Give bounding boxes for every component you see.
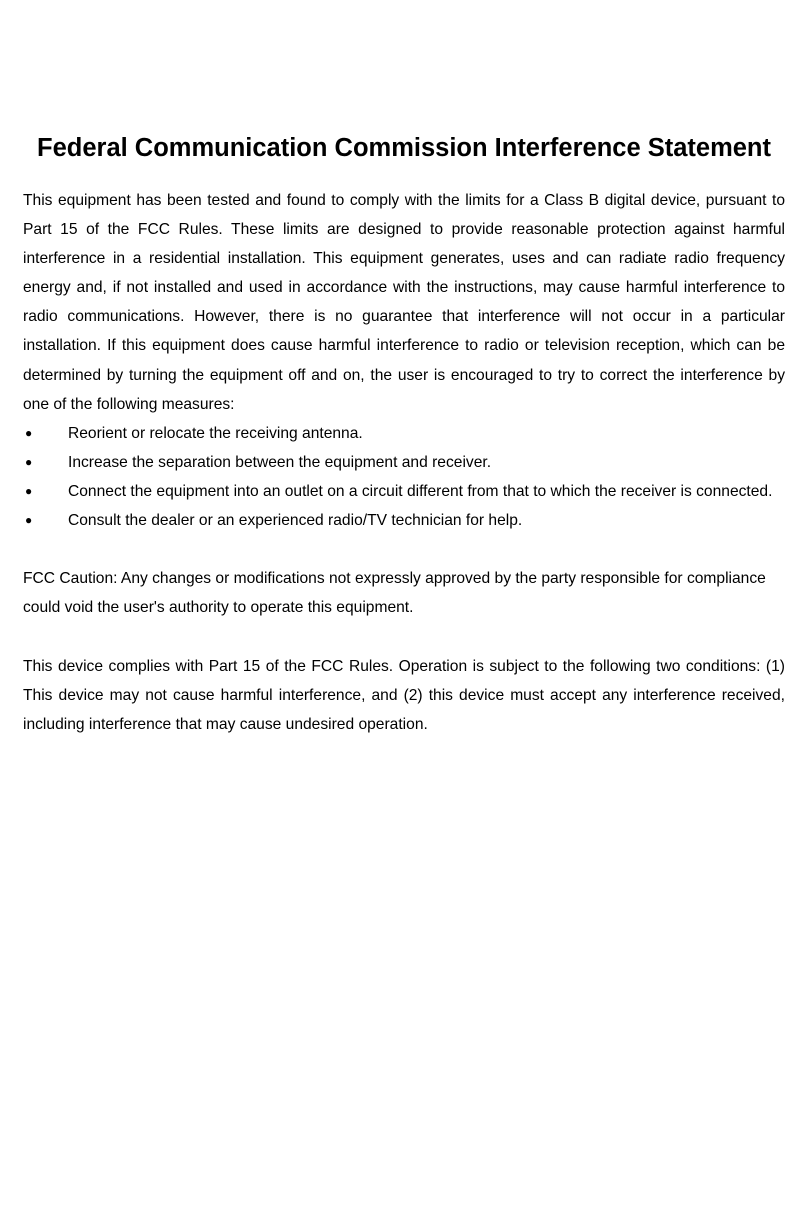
bullet-icon: ● — [25, 454, 33, 469]
measure-text: Increase the separation between the equipment and receiver. — [68, 453, 492, 471]
measure-text: Reorient or relocate the receiving antenna. — [68, 424, 363, 442]
caution-paragraph: FCC Caution: Any changes or modifications not expressly approved by the party responsible for compliance could void the user's authority to operate this equipment. — [23, 570, 766, 617]
paragraph-gap — [23, 622, 785, 651]
list-item — [23, 477, 785, 506]
measure-text: Consult the dealer or an experienced radio/TV technician for help. — [68, 512, 523, 530]
list-item — [23, 419, 785, 448]
page-title: Federal Communication Commission Interference Statement — [37, 134, 771, 162]
bullet-icon: ● — [25, 425, 33, 440]
measure-text: Connect the equipment into an outlet on a circuit different from that to which the receiver is connected. — [68, 482, 773, 500]
intro-paragraph: This equipment has been tested and found to comply with the limits for a Class B digital device, pursuant to Part 15 of the FCC Rules. These limits are designed to provide reasonable protection against harmful interference in a residential installation. This equipment generates, uses and can radiate radio frequency energy and, if not installed and used in accordance with the instructions, may cause harmful interference to radio communications. However, there is no guarantee that interference will not occur in a particular installation. If this equipment does cause harmful interference to radio or television reception, which can be determined by turning the equipment off and on, the user is encouraged to try to correct the interference by one of the following measures: — [23, 192, 785, 413]
compliance-paragraph: This device complies with Part 15 of the FCC Rules. Operation is subject to the following two conditions: (1) This device may not cause harmful interference, and (2) this device must accept any interference received, including interference that may cause undesired operation. — [23, 657, 785, 733]
list-item — [23, 506, 785, 535]
statement-body — [23, 186, 785, 739]
measures-list — [23, 419, 785, 535]
paragraph-gap — [23, 535, 785, 564]
list-item — [23, 448, 785, 477]
bullet-icon: ● — [25, 513, 33, 528]
bullet-icon: ● — [25, 483, 33, 498]
